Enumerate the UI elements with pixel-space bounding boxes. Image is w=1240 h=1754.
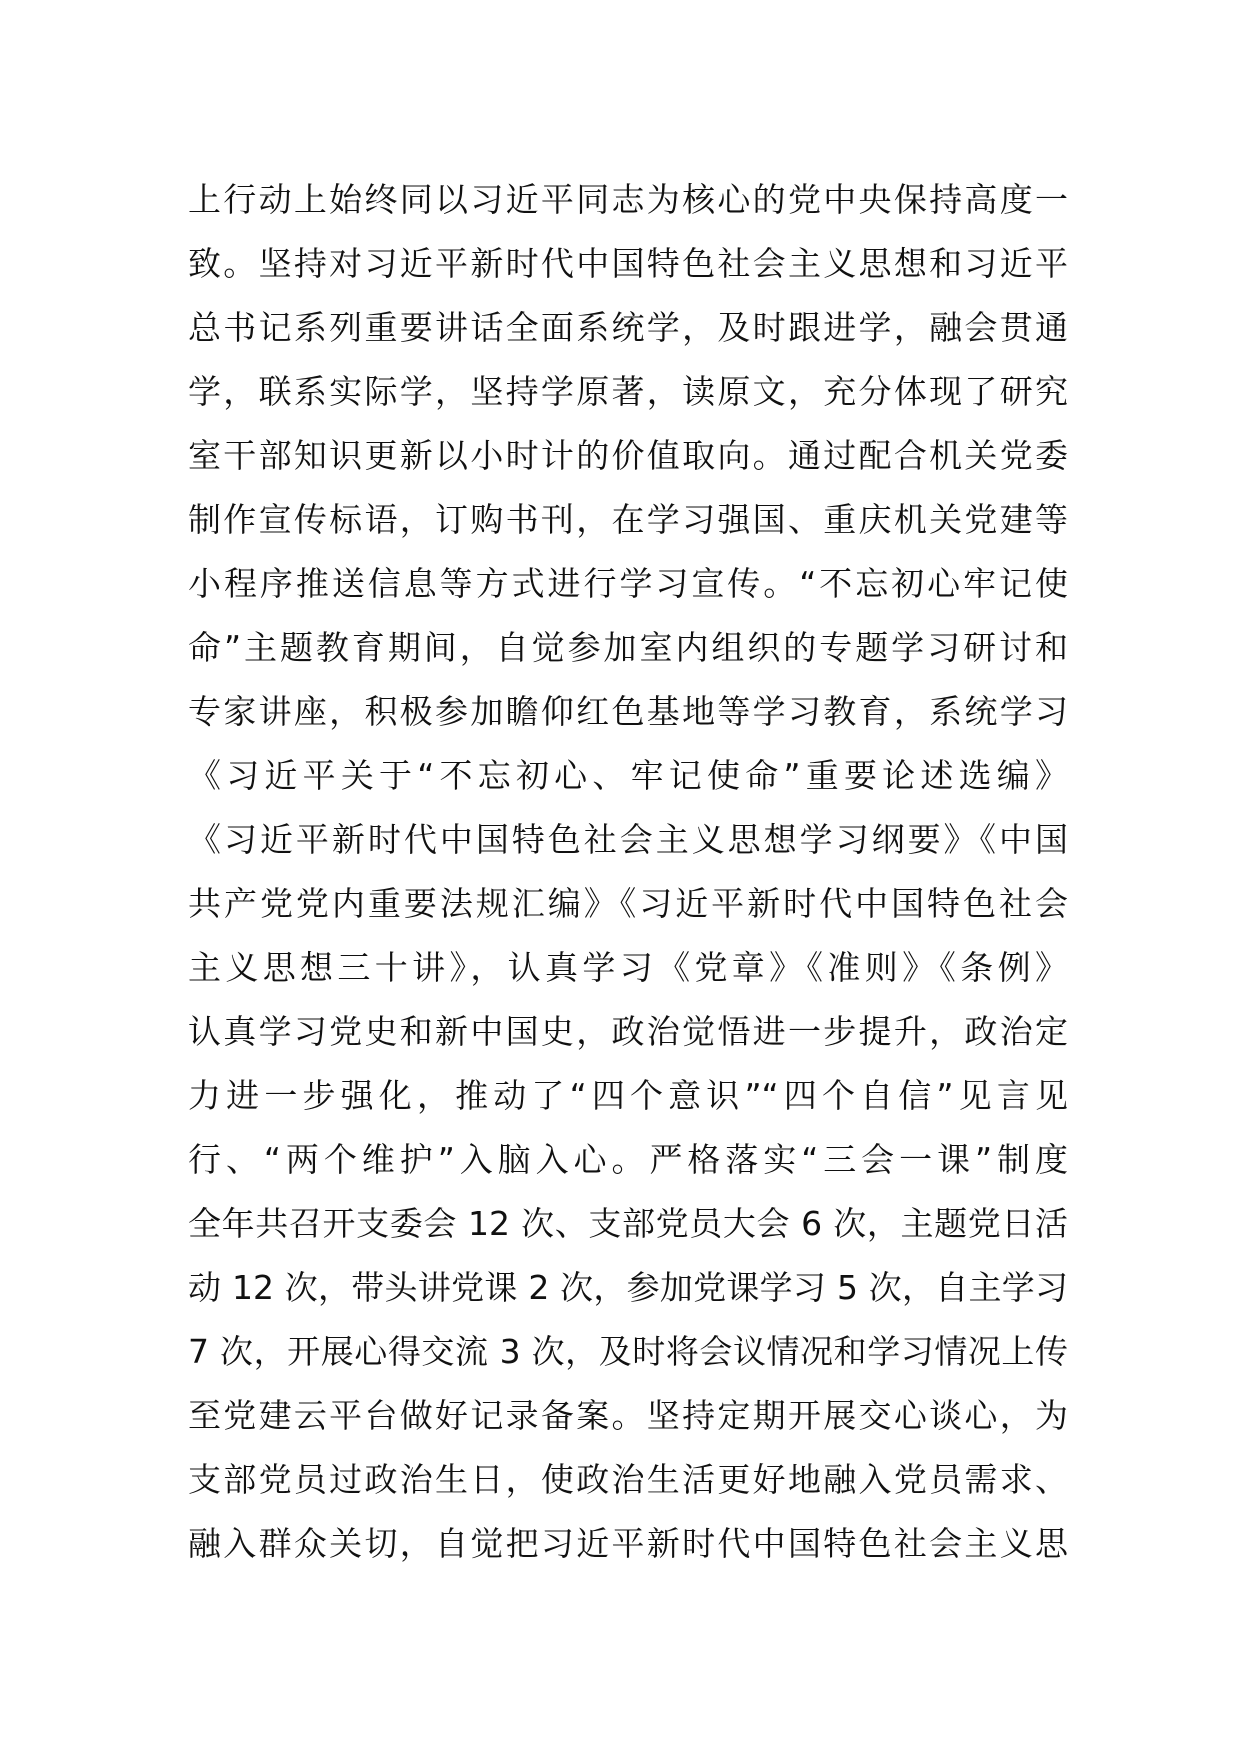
text-line: 行、“两个维护”入脑入心。严格落实“三会一课”制度 [188, 1140, 1068, 1179]
text-line: 融入群众关切，自觉把习近平新时代中国特色社会主义思 [188, 1524, 1068, 1563]
text-line: 制作宣传标语，订购书刊，在学习强国、重庆机关党建等 [188, 500, 1068, 539]
text-line: 上行动上始终同以习近平同志为核心的党中央保持高度一 [188, 180, 1068, 219]
text-line: 致。坚持对习近平新时代中国特色社会主义思想和习近平 [188, 244, 1068, 283]
text-line: 力进一步强化，推动了“四个意识”“四个自信”见言见 [188, 1076, 1068, 1115]
text-line: 室干部知识更新以小时计的价值取向。通过配合机关党委 [188, 436, 1068, 475]
text-line: 《习近平新时代中国特色社会主义思想学习纲要》《中国 [188, 820, 1068, 859]
text-line: 学，联系实际学，坚持学原著，读原文，充分体现了研究 [188, 372, 1068, 411]
text-line: 总书记系列重要讲话全面系统学，及时跟进学，融会贯通 [188, 308, 1068, 347]
text-line: 专家讲座，积极参加瞻仰红色基地等学习教育，系统学习 [188, 692, 1068, 731]
text-line: 动 12 次，带头讲党课 2 次，参加党课学习 5 次，自主学习 [188, 1268, 1068, 1307]
text-line: 《习近平关于“不忘初心、牢记使命”重要论述选编》 [188, 756, 1068, 795]
text-line: 小程序推送信息等方式进行学习宣传。“不忘初心牢记使 [188, 564, 1068, 603]
text-line: 主义思想三十讲》，认真学习《党章》《准则》《条例》 [188, 948, 1068, 987]
text-line: 认真学习党史和新中国史，政治觉悟进一步提升，政治定 [188, 1012, 1068, 1051]
body-text [188, 168, 1068, 1576]
text-line: 至党建云平台做好记录备案。坚持定期开展交心谈心，为 [188, 1396, 1068, 1435]
text-line: 全年共召开支委会 12 次、支部党员大会 6 次，主题党日活 [188, 1204, 1068, 1243]
text-line: 支部党员过政治生日，使政治生活更好地融入党员需求、 [188, 1460, 1068, 1499]
text-line: 命”主题教育期间，自觉参加室内组织的专题学习研讨和 [188, 628, 1068, 667]
text-line: 7 次，开展心得交流 3 次，及时将会议情况和学习情况上传 [188, 1332, 1068, 1371]
text-line: 共产党党内重要法规汇编》《习近平新时代中国特色社会 [188, 884, 1068, 923]
